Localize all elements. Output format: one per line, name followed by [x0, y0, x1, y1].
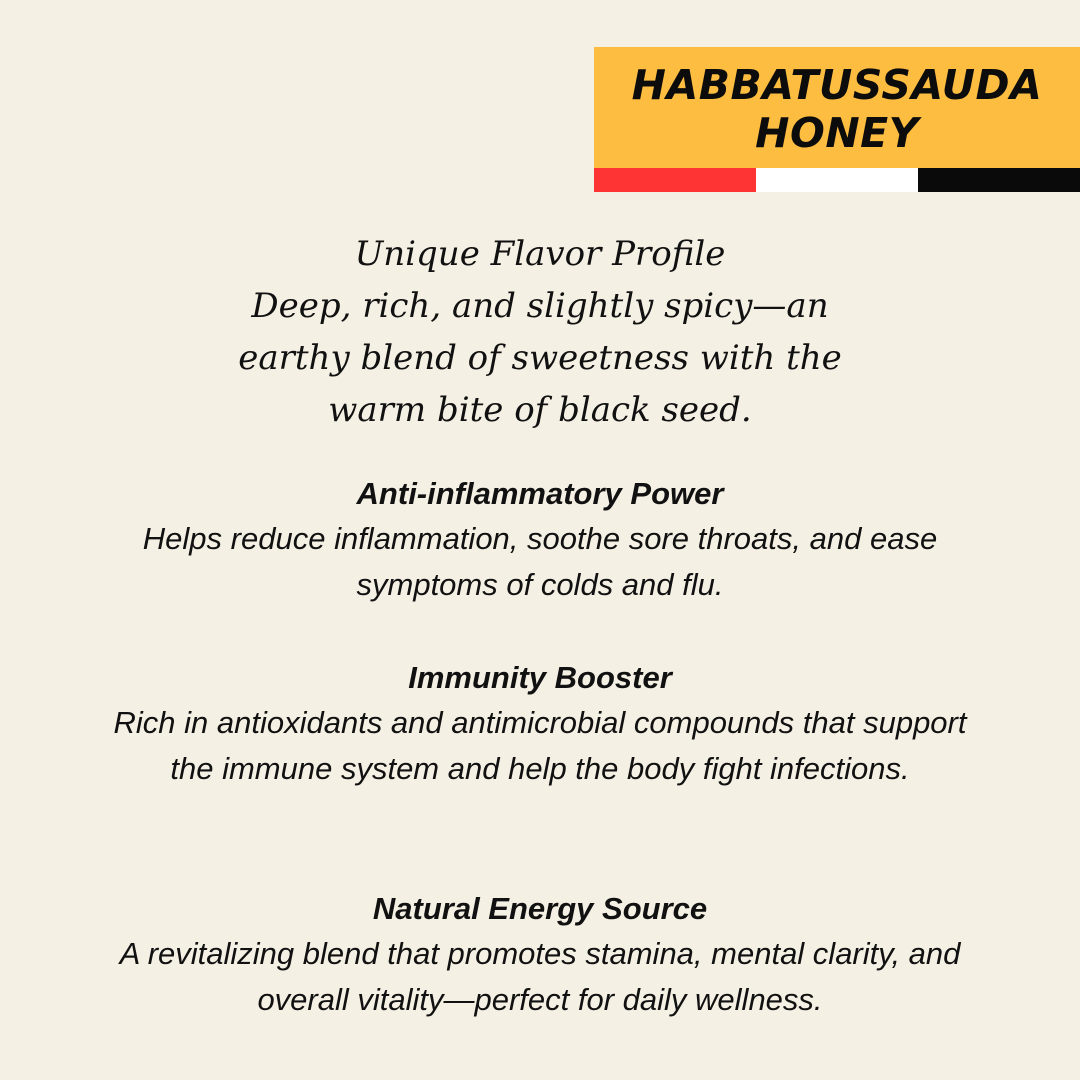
benefit-title: Immunity Booster: [408, 660, 672, 695]
benefit-title: Anti-inflammatory Power: [356, 476, 724, 511]
flavor-title: Unique Flavor Profile: [354, 234, 726, 274]
benefit-title: Natural Energy Source: [372, 891, 708, 926]
benefit-description: A revitalizing blend that promotes stamina, mental clarity, and overall vitality—perfect for daily wellness.: [119, 936, 961, 1017]
benefit-description: Rich in antioxidants and antimicrobial compounds that support the immune system and help the body fight infections.: [113, 705, 967, 786]
title-banner: [594, 47, 1080, 168]
white-stripe: [756, 168, 918, 192]
benefit-description: Helps reduce inflammation, soothe sore throats, and ease symptoms of colds and flu.: [142, 521, 938, 602]
flavor-description: Deep, rich, and slightly spicy—an earthy blend of sweetness with the warm bite of black seed.: [238, 286, 842, 430]
title-line-1: HABBATUSSAUDA: [631, 61, 1043, 109]
page-title: [594, 61, 1080, 157]
benefit-immunity: [90, 656, 990, 792]
title-line-2: HONEY: [755, 109, 919, 157]
red-stripe: [594, 168, 756, 192]
black-stripe: [918, 168, 1080, 192]
benefit-energy: [90, 887, 990, 1023]
benefit-anti-inflammatory: [90, 472, 990, 608]
flavor-section: [140, 228, 940, 436]
